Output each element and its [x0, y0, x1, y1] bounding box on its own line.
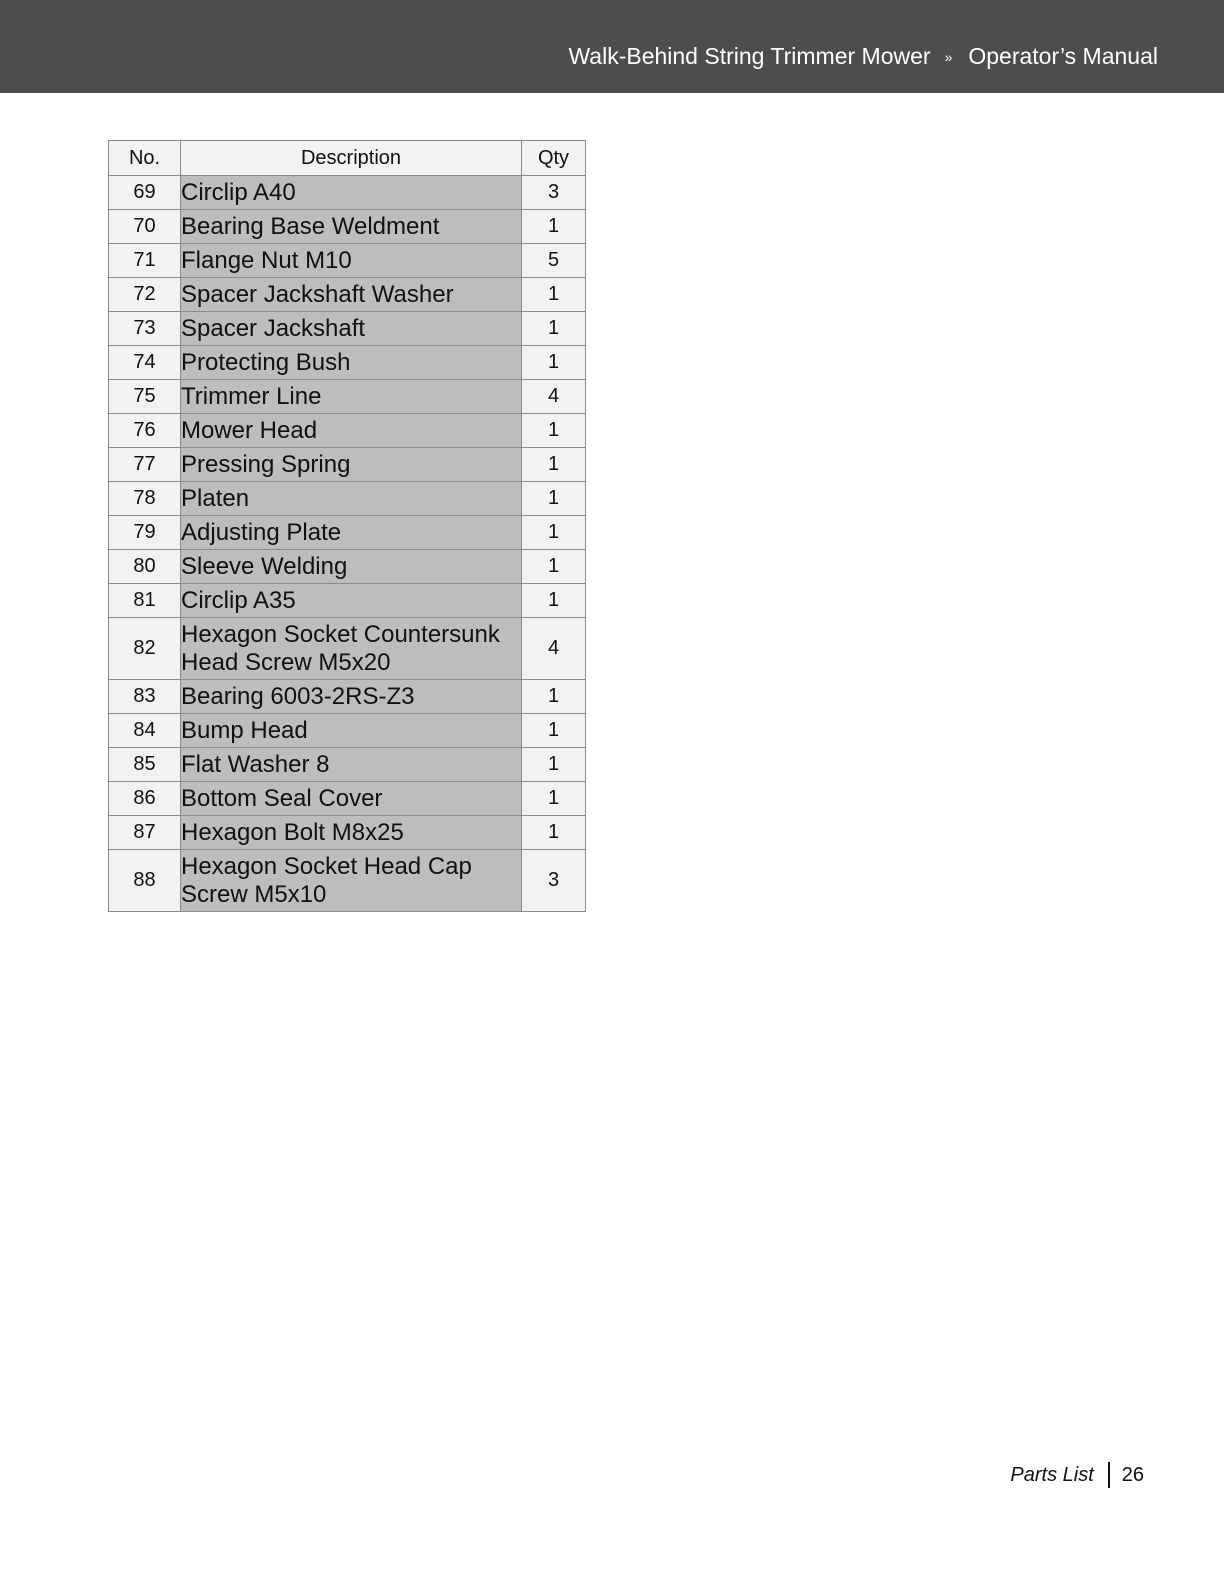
- part-quantity-cell: 1: [522, 748, 586, 782]
- part-description-cell: Spacer Jackshaft: [181, 312, 522, 346]
- table-row: [109, 482, 586, 516]
- footer-section-name: Parts List: [1010, 1463, 1094, 1486]
- part-number-cell: 79: [109, 516, 181, 550]
- part-description-cell: Hexagon Socket Countersunk Head Screw M5x20: [181, 618, 522, 680]
- part-description-cell: Flange Nut M10: [181, 244, 522, 278]
- part-quantity-cell: 3: [522, 850, 586, 912]
- part-description-cell: Platen: [181, 482, 522, 516]
- footer-divider: [1108, 1462, 1110, 1488]
- part-description-cell: Bearing 6003-2RS-Z3: [181, 680, 522, 714]
- part-description-cell: Pressing Spring: [181, 448, 522, 482]
- part-quantity-cell: 3: [522, 176, 586, 210]
- part-number-cell: 84: [109, 714, 181, 748]
- page-number: 26: [1121, 1463, 1144, 1486]
- part-quantity-cell: 4: [522, 380, 586, 414]
- header-separator: »: [944, 48, 953, 65]
- parts-table-body: [109, 176, 586, 912]
- part-quantity-cell: 1: [522, 346, 586, 380]
- page-footer: [1010, 1462, 1144, 1488]
- part-description-cell: Circlip A40: [181, 176, 522, 210]
- part-number-cell: 70: [109, 210, 181, 244]
- part-quantity-cell: 1: [522, 584, 586, 618]
- part-description-cell: Protecting Bush: [181, 346, 522, 380]
- column-header-description: Description: [181, 141, 522, 176]
- table-row: [109, 618, 586, 680]
- part-description-cell: Sleeve Welding: [181, 550, 522, 584]
- part-quantity-cell: 1: [522, 782, 586, 816]
- part-description-cell: Bottom Seal Cover: [181, 782, 522, 816]
- column-header-qty: Qty: [522, 141, 586, 176]
- part-description-cell: Hexagon Bolt M8x25: [181, 816, 522, 850]
- table-row: [109, 516, 586, 550]
- part-quantity-cell: 1: [522, 312, 586, 346]
- part-quantity-cell: 1: [522, 680, 586, 714]
- part-number-cell: 87: [109, 816, 181, 850]
- table-row: [109, 346, 586, 380]
- part-number-cell: 86: [109, 782, 181, 816]
- table-row: [109, 380, 586, 414]
- part-quantity-cell: 1: [522, 482, 586, 516]
- part-number-cell: 73: [109, 312, 181, 346]
- part-number-cell: 74: [109, 346, 181, 380]
- parts-table: [108, 140, 586, 912]
- part-description-cell: Bump Head: [181, 714, 522, 748]
- table-row: [109, 278, 586, 312]
- header-title: [568, 43, 1158, 70]
- header-manual-name: Operator’s Manual: [968, 43, 1158, 69]
- part-number-cell: 81: [109, 584, 181, 618]
- part-quantity-cell: 5: [522, 244, 586, 278]
- table-row: [109, 448, 586, 482]
- part-number-cell: 83: [109, 680, 181, 714]
- table-row: [109, 550, 586, 584]
- part-number-cell: 72: [109, 278, 181, 312]
- header-product-name: Walk-Behind String Trimmer Mower: [568, 43, 931, 69]
- table-row: [109, 850, 586, 912]
- part-description-cell: Hexagon Socket Head Cap Screw M5x10: [181, 850, 522, 912]
- part-number-cell: 76: [109, 414, 181, 448]
- part-quantity-cell: 1: [522, 550, 586, 584]
- part-quantity-cell: 1: [522, 414, 586, 448]
- part-description-cell: Circlip A35: [181, 584, 522, 618]
- part-number-cell: 75: [109, 380, 181, 414]
- table-row: [109, 816, 586, 850]
- part-description-cell: Bearing Base Weldment: [181, 210, 522, 244]
- part-number-cell: 71: [109, 244, 181, 278]
- part-number-cell: 78: [109, 482, 181, 516]
- part-quantity-cell: 1: [522, 816, 586, 850]
- part-quantity-cell: 1: [522, 714, 586, 748]
- part-description-cell: Mower Head: [181, 414, 522, 448]
- part-number-cell: 85: [109, 748, 181, 782]
- table-row: [109, 244, 586, 278]
- table-row: [109, 680, 586, 714]
- part-quantity-cell: 1: [522, 516, 586, 550]
- page-header: [0, 0, 1224, 93]
- part-number-cell: 88: [109, 850, 181, 912]
- part-number-cell: 77: [109, 448, 181, 482]
- part-quantity-cell: 4: [522, 618, 586, 680]
- table-row: [109, 782, 586, 816]
- table-row: [109, 584, 586, 618]
- part-description-cell: Adjusting Plate: [181, 516, 522, 550]
- table-row: [109, 414, 586, 448]
- part-description-cell: Spacer Jackshaft Washer: [181, 278, 522, 312]
- column-header-no: No.: [109, 141, 181, 176]
- part-description-cell: Flat Washer 8: [181, 748, 522, 782]
- part-number-cell: 82: [109, 618, 181, 680]
- table-row: [109, 176, 586, 210]
- part-number-cell: 80: [109, 550, 181, 584]
- table-row: [109, 748, 586, 782]
- part-quantity-cell: 1: [522, 210, 586, 244]
- part-description-cell: Trimmer Line: [181, 380, 522, 414]
- part-number-cell: 69: [109, 176, 181, 210]
- table-row: [109, 210, 586, 244]
- table-row: [109, 714, 586, 748]
- part-quantity-cell: 1: [522, 448, 586, 482]
- part-quantity-cell: 1: [522, 278, 586, 312]
- table-row: [109, 312, 586, 346]
- table-header-row: [109, 141, 586, 176]
